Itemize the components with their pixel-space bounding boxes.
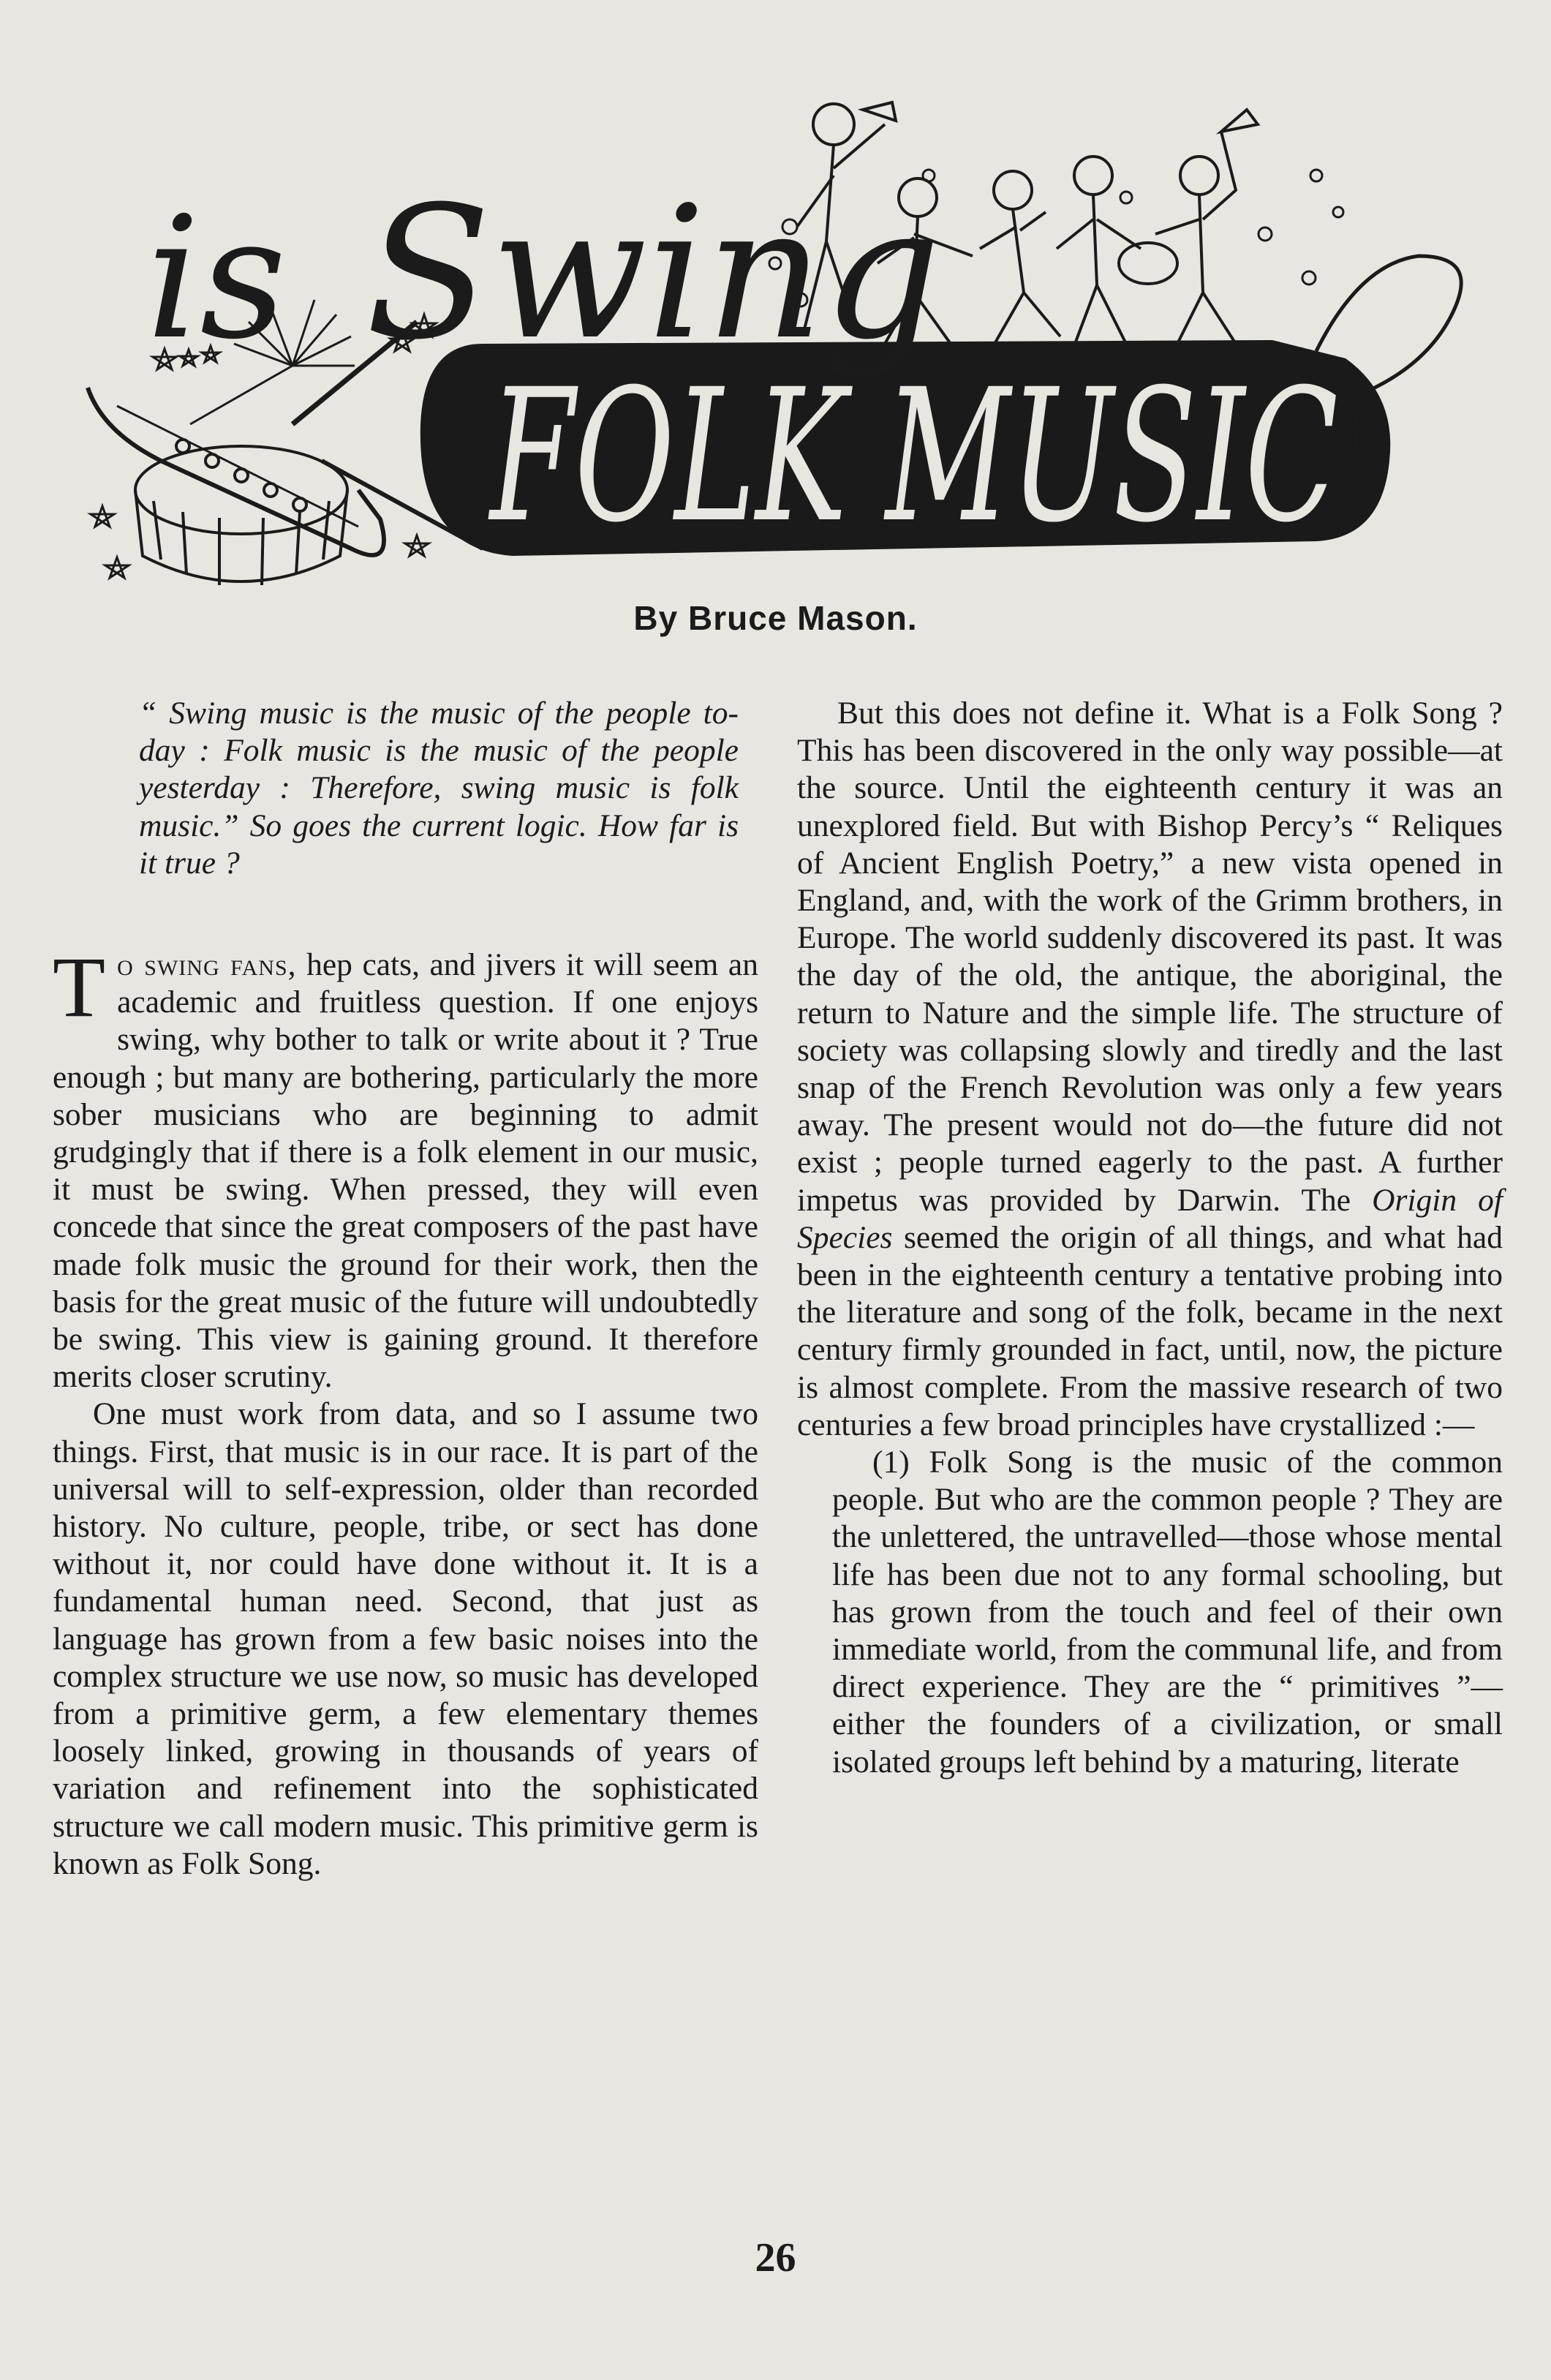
paragraph-text: seemed the origin of all things, and what had been in the eighteenth century a tentative probing into the literature and song of the folk, became in the next century firmly grounded in fact, until, now, the picture is almost complete. From the massive research of two centuries a few broad principles have crystallized :—	[797, 1219, 1503, 1442]
byline-first-name: Bruce	[687, 599, 788, 637]
byline-last-name: Mason.	[797, 599, 918, 637]
byline	[0, 598, 1551, 638]
title-word-swing: Swing	[366, 167, 941, 380]
left-column	[53, 695, 758, 1883]
paragraph: One must work from data, and so I assume two things. First, that music is in our race. It is part of the universal will to self-expression, older than recorded history. No culture, people, tribe, or sect has done without it, nor could have done without it. It is a fundamental human need. Second, that just as language has grown from a few basic noises into the complex structure we use now, so music has developed from a primitive germ, a few elementary themes loosely linked, growing in thousands of years of variation and refinement into the sophisticated structure we call modern music. This primitive germ is known as Folk Song.	[53, 1396, 758, 1881]
paragraph-text: But this does not define it. What is a Folk Song ? This has been discovered in the only way possible—at the source. Until the eighteenth century it was an unexplored field. But with Bishop Percy’s “ Reliques of Ancient English Poetry,” a new vista opened in England, and, with the work of the Grimm brothers, in Europe. The world suddenly discovered its past. It was the day of the old, the antique, the aboriginal, the return to Nature and the simple life. The structure of society was collapsing slowly and tiredly and the last snap of the French Revolution was only a few years away. The present would not do—the future did not exist ; people turned eagerly to the past. A further impetus was provided by Darwin. The	[797, 696, 1503, 1218]
title-word-is: is	[146, 181, 287, 377]
right-column	[797, 695, 1503, 1781]
page-number: 26	[755, 2235, 796, 2281]
paragraph	[53, 939, 758, 1396]
drop-cap: T	[53, 939, 106, 1036]
title-banner	[73, 80, 1492, 622]
numbered-paragraph: (1) Folk Song is the music of the common people. But who are the common people ? They are the unlettered, the untravelled—those whose mental life has been due not to any formal schooling, but has grown from the touch and feel of their own immediate world, from the communal life, and from direct experience. They are the “ primitives ”—either the founders of a civilization, or small isolated groups left behind by a maturing, literate	[832, 1445, 1503, 1780]
title-folk-music: FOLK MUSIC	[488, 350, 1338, 562]
intro-quote: “ Swing music is the music of the people to-day : Folk music is the music of the people yesterday : Therefore, swing music is folk music.” So goes the current logic. How far is it true ?	[139, 696, 739, 881]
byline-prefix: By	[633, 599, 679, 637]
opening-smallcaps: o swing fans,	[117, 947, 297, 983]
paragraph	[797, 695, 1503, 1444]
paragraph-text: hep cats, and jivers it will seem an academic and fruitless question. If one enjoys swing, why bother to talk or write about it ? True enough ; but many are bothering, particularly the more sober musicians who are beginning to admit grudgingly that if there is a folk element in our music, it must be swing. When pressed, they will even concede that since the great composers of the past have made folk music the ground for their work, then the basis for the great music of the future will undoubtedly be swing. This view is gaining ground. It therefore merits closer scrutiny.	[53, 947, 758, 1395]
book-title: Origin of Species	[797, 1182, 1503, 1255]
